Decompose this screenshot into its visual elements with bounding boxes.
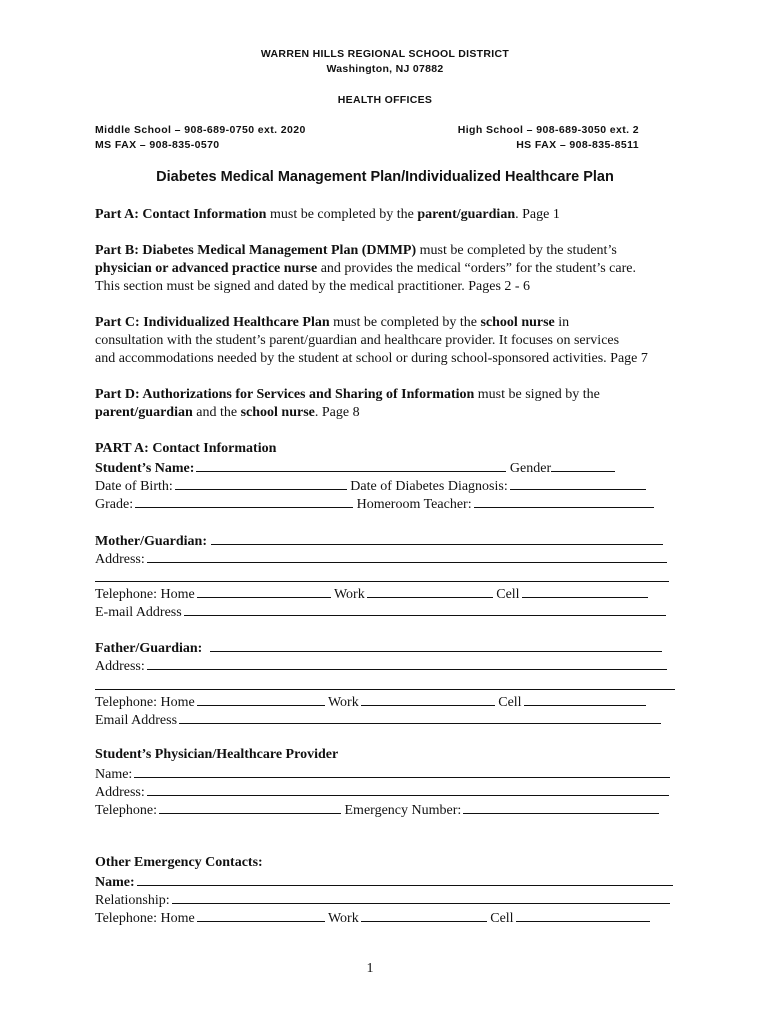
part-d-text-2: and the xyxy=(192,405,241,420)
gender-label: Gender xyxy=(509,461,552,476)
part-d-responsible-2: school nurse xyxy=(240,405,315,420)
mother-address-line-2[interactable] xyxy=(95,581,669,582)
father-address-line-2[interactable] xyxy=(95,689,675,690)
mother-address-field[interactable] xyxy=(147,549,667,563)
part-d-text-1: must be signed by the xyxy=(474,387,600,402)
grade-row xyxy=(95,494,654,514)
physician-address-label: Address: xyxy=(95,785,145,800)
mother-address-label: Address: xyxy=(95,552,145,567)
part-c-text-2: in xyxy=(554,315,570,330)
part-b-line-3: This section must be signed and dated by the medical practitioner. Pages 2 - 6 xyxy=(95,279,531,294)
gender-field[interactable] xyxy=(551,458,615,472)
contact-work-label: Work xyxy=(327,911,359,926)
mother-address-row xyxy=(95,549,667,569)
part-b-text-2: and provides the medical “orders” for the student’s care. xyxy=(317,261,636,276)
emergency-number-label: Emergency Number: xyxy=(344,803,462,818)
part-c-label: Part C: Individualized Healthcare Plan xyxy=(95,315,330,330)
father-phone-row xyxy=(95,692,646,712)
part-d-line-1 xyxy=(95,386,600,404)
part-d-label: Part D: Authorizations for Services and Sharing of Information xyxy=(95,387,475,402)
physician-heading: Student’s Physician/Healthcare Provider xyxy=(95,747,339,762)
mother-work-field[interactable] xyxy=(367,584,493,598)
part-a-text-2: . Page 1 xyxy=(515,207,560,222)
contact-name-row xyxy=(95,872,673,892)
part-c-responsible: school nurse xyxy=(480,315,555,330)
contact-cell-label: Cell xyxy=(490,911,514,926)
mother-cell-field[interactable] xyxy=(522,584,648,598)
contact-name-label: Name: xyxy=(95,875,135,890)
father-work-field[interactable] xyxy=(361,692,495,706)
father-address-row xyxy=(95,656,667,676)
middle-school-fax: MS FAX – 908-835-0570 xyxy=(95,139,220,151)
part-a-section-title: PART A: Contact Information xyxy=(95,441,277,456)
diagnosis-date-label: Date of Diabetes Diagnosis: xyxy=(350,479,508,494)
mother-row xyxy=(95,531,663,551)
contact-cell-field[interactable] xyxy=(516,908,650,922)
mother-tel-home-label: Telephone: Home xyxy=(95,587,195,602)
contact-phone-row xyxy=(95,908,650,928)
grade-label: Grade: xyxy=(95,497,134,512)
contact-tel-home-label: Telephone: Home xyxy=(95,911,195,926)
part-d-text-3: . Page 8 xyxy=(314,405,360,420)
other-contacts-heading: Other Emergency Contacts: xyxy=(95,855,263,870)
part-b-text-1: must be completed by the student’s xyxy=(416,243,617,258)
father-email-label: Email Address xyxy=(95,713,178,728)
part-b-line-2 xyxy=(95,260,636,278)
physician-address-field[interactable] xyxy=(147,782,669,796)
physician-address-row xyxy=(95,782,669,802)
grade-field[interactable] xyxy=(135,494,353,508)
mother-cell-label: Cell xyxy=(496,587,520,602)
diagnosis-date-field[interactable] xyxy=(510,476,646,490)
student-name-field[interactable] xyxy=(196,458,506,472)
homeroom-field[interactable] xyxy=(474,494,654,508)
homeroom-label: Homeroom Teacher: xyxy=(356,497,472,512)
dob-row xyxy=(95,476,646,496)
father-address-label: Address: xyxy=(95,659,145,674)
physician-name-field[interactable] xyxy=(134,764,670,778)
part-a-description xyxy=(95,206,560,224)
student-name-row xyxy=(95,458,615,478)
relationship-row xyxy=(95,890,670,910)
mother-email-label: E-mail Address xyxy=(95,605,182,620)
physician-name-row xyxy=(95,764,670,784)
father-label: Father/Guardian: xyxy=(95,641,203,656)
physician-telephone-label: Telephone: xyxy=(95,803,157,818)
physician-phone-row xyxy=(95,800,659,820)
health-offices-heading: HEALTH OFFICES xyxy=(337,94,433,106)
district-address: Washington, NJ 07882 xyxy=(326,63,444,75)
father-work-label: Work xyxy=(327,695,359,710)
document-title: Diabetes Medical Management Plan/Individualized Healthcare Plan xyxy=(156,169,614,185)
emergency-number-field[interactable] xyxy=(463,800,659,814)
dob-field[interactable] xyxy=(175,476,347,490)
mother-phone-row xyxy=(95,584,648,604)
father-address-field[interactable] xyxy=(147,656,667,670)
high-school-fax: HS FAX – 908-835-8511 xyxy=(516,139,639,151)
father-cell-field[interactable] xyxy=(524,692,646,706)
part-b-line-1 xyxy=(95,242,617,260)
father-tel-home-field[interactable] xyxy=(197,692,325,706)
part-d-responsible-1: parent/guardian xyxy=(95,405,193,420)
part-d-line-2 xyxy=(95,404,360,422)
mother-email-field[interactable] xyxy=(184,602,666,616)
part-b-label: Part B: Diabetes Medical Management Plan (DMMP) xyxy=(95,243,417,258)
relationship-field[interactable] xyxy=(172,890,670,904)
mother-label: Mother/Guardian: xyxy=(95,534,207,549)
part-c-line-3: and accommodations needed by the student at school or during school-sponsored activities. Page 7 xyxy=(95,351,648,366)
mother-tel-home-field[interactable] xyxy=(197,584,331,598)
part-a-responsible: parent/guardian xyxy=(417,207,516,222)
father-field[interactable] xyxy=(210,638,662,652)
part-c-text-1: must be completed by the xyxy=(329,315,481,330)
high-school-phone: High School – 908-689-3050 ext. 2 xyxy=(457,124,639,136)
father-cell-label: Cell xyxy=(498,695,522,710)
father-tel-home-label: Telephone: Home xyxy=(95,695,195,710)
physician-name-label: Name: xyxy=(95,767,133,782)
part-a-label: Part A: Contact Information xyxy=(95,207,267,222)
dob-label: Date of Birth: xyxy=(95,479,173,494)
contact-tel-home-field[interactable] xyxy=(197,908,325,922)
part-a-text-1: must be completed by the xyxy=(266,207,418,222)
contact-work-field[interactable] xyxy=(361,908,487,922)
father-email-row xyxy=(95,710,661,730)
mother-email-row xyxy=(95,602,666,622)
part-c-line-1 xyxy=(95,314,569,332)
father-row xyxy=(95,638,662,658)
middle-school-phone: Middle School – 908-689-0750 ext. 2020 xyxy=(95,124,306,136)
part-b-responsible: physician or advanced practice nurse xyxy=(95,261,318,276)
part-c-line-2: consultation with the student’s parent/guardian and healthcare provider. It focuses on services xyxy=(95,333,620,348)
page-number: 1 xyxy=(366,961,374,976)
contact-name-field[interactable] xyxy=(137,872,673,886)
physician-telephone-field[interactable] xyxy=(159,800,341,814)
district-name: WARREN HILLS REGIONAL SCHOOL DISTRICT xyxy=(260,48,510,60)
mother-field[interactable] xyxy=(211,531,663,545)
student-name-label: Student’s Name: xyxy=(95,461,195,476)
father-email-field[interactable] xyxy=(179,710,661,724)
relationship-label: Relationship: xyxy=(95,893,170,908)
mother-work-label: Work xyxy=(333,587,365,602)
